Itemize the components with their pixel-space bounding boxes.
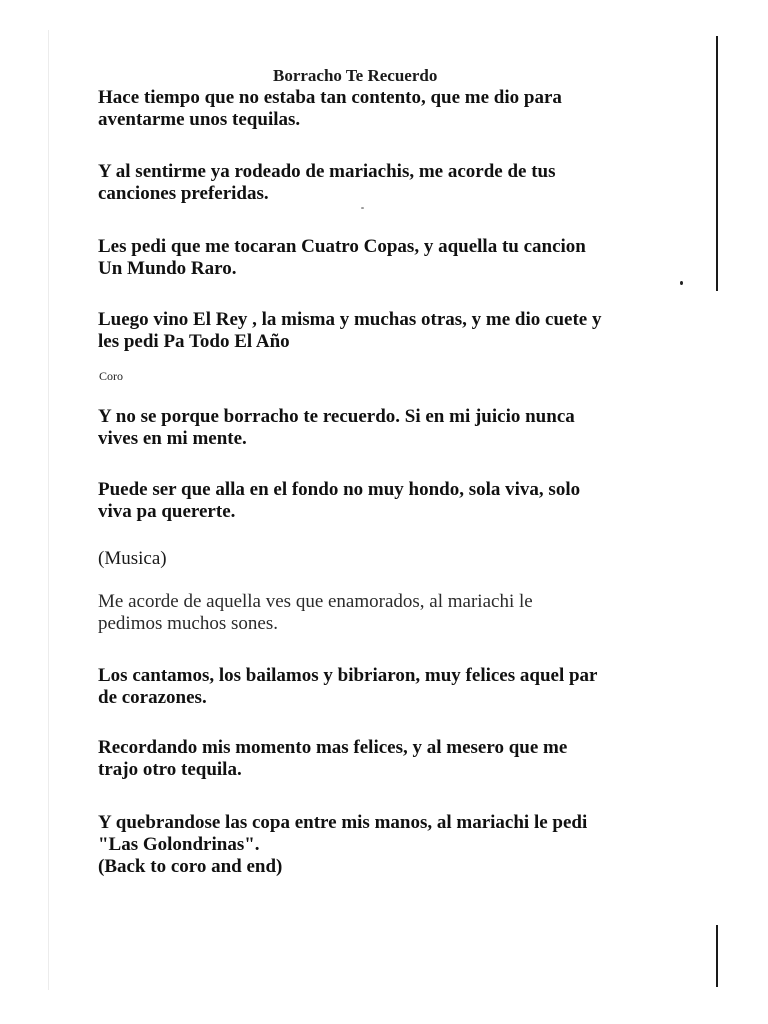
song-title: Borracho Te Recuerdo bbox=[273, 66, 438, 85]
chorus-verse-2: Puede ser que alla en el fondo no muy hondo, sola viva, solo viva pa quererte. bbox=[98, 479, 581, 522]
verse-8: Y quebrandose las copa entre mis manos, al mariachi le pedi "Las Golondrinas". (Back to coro and end) bbox=[98, 812, 588, 877]
chorus-verse-1: Y no se porque borracho te recuerdo. Si en mi juicio nunca vives en mi mente. bbox=[98, 406, 575, 449]
scan-shadow bbox=[48, 30, 49, 990]
scan-speck bbox=[680, 281, 683, 285]
verse-6: Los cantamos, los bailamos y bibriaron, muy felices aquel par de corazones. bbox=[98, 665, 598, 708]
scan-edge-line bbox=[716, 36, 718, 291]
scan-edge-line bbox=[716, 925, 718, 987]
scan-speck bbox=[361, 207, 364, 209]
verse-4: Luego vino El Rey , la misma y muchas otras, y me dio cuete y les pedi Pa Todo El Año bbox=[98, 309, 602, 352]
musica-label: (Musica) bbox=[98, 548, 167, 569]
verse-3: Les pedi que me tocaran Cuatro Copas, y aquella tu cancion Un Mundo Raro. bbox=[98, 236, 586, 279]
verse-5: Me acorde de aquella ves que enamorados, al mariachi le pedimos muchos sones. bbox=[98, 591, 533, 634]
coro-label: Coro bbox=[99, 369, 123, 383]
verse-2: Y al sentirme ya rodeado de mariachis, me acorde de tus canciones preferidas. bbox=[98, 161, 556, 204]
verse-1: Hace tiempo que no estaba tan contento, que me dio para aventarme unos tequilas. bbox=[98, 87, 562, 130]
verse-7: Recordando mis momento mas felices, y al mesero que me trajo otro tequila. bbox=[98, 737, 568, 780]
